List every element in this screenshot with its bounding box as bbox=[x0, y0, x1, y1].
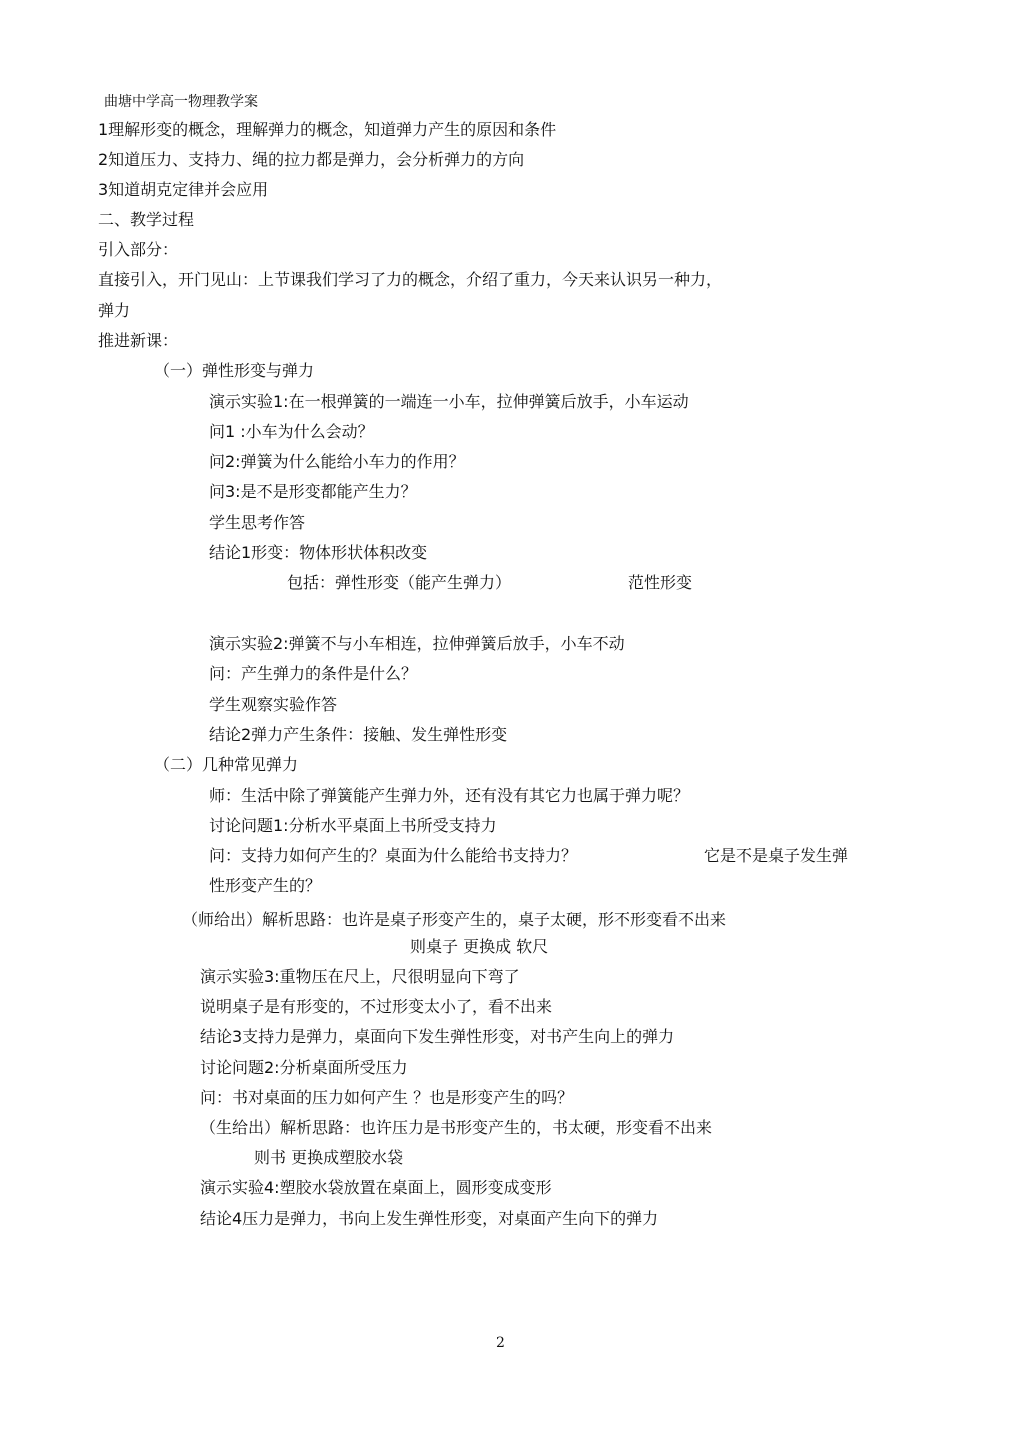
student-observe: 学生观察实验作答 bbox=[209, 695, 338, 714]
includes-plastic: 范性形变 bbox=[628, 573, 693, 592]
experiment-2: 演示实验2:弹簧不与小车相连，拉伸弹簧后放手，小车不动 bbox=[209, 634, 625, 653]
intro-text: 直接引入，开门见山：上节课我们学习了力的概念，介绍了重力，今天来认识另一种力， bbox=[98, 270, 723, 289]
goal-2: 2知道压力、支持力、绳的拉力都是弹力，会分析弹力的方向 bbox=[98, 150, 525, 169]
analysis-2: （生给出）解析思路：也许压力是书形变产生的，书太硬，形变看不出来 bbox=[200, 1118, 713, 1137]
page-number: 2 bbox=[496, 1335, 505, 1351]
question-condition: 问：产生弹力的条件是什么？ bbox=[209, 664, 418, 683]
question-1: 问1 :小车为什么会动？ bbox=[209, 422, 374, 441]
conclusion-2: 结论2弹力产生条件：接触、发生弹性形变 bbox=[209, 725, 508, 744]
student-think: 学生思考作答 bbox=[209, 513, 306, 532]
question-support-part2: 它是不是桌子发生弹 bbox=[704, 846, 849, 865]
analysis-1: （师给出）解析思路：也许是桌子形变产生的，桌子太硬，形不形变看不出来 bbox=[182, 910, 727, 929]
conclusion-4: 结论4压力是弹力，书向上发生弹性形变，对桌面产生向下的弹力 bbox=[200, 1209, 659, 1228]
conclusion-3: 结论3支持力是弹力，桌面向下发生弹性形变，对书产生向上的弹力 bbox=[200, 1027, 675, 1046]
teacher-question: 师：生活中除了弹簧能产生弹力外，还有没有其它力也属于弹力呢？ bbox=[209, 786, 690, 805]
conclusion-1: 结论1形变：物体形状体积改变 bbox=[209, 543, 428, 562]
section-heading: 二、教学过程 bbox=[98, 210, 195, 229]
question-3: 问3:是不是形变都能产生力？ bbox=[209, 482, 417, 501]
experiment-3: 演示实验3:重物压在尺上，尺很明显向下弯了 bbox=[200, 967, 520, 986]
experiment-1: 演示实验1:在一根弹簧的一端连一小车，拉伸弹簧后放手，小车运动 bbox=[209, 392, 689, 411]
goal-3: 3知道胡克定律并会应用 bbox=[98, 180, 269, 199]
part2-title: （二）几种常见弹力 bbox=[154, 755, 299, 774]
includes-elastic: 包括：弹性形变（能产生弹力） bbox=[287, 573, 512, 592]
question-2: 问2:弹簧为什么能给小车力的作用？ bbox=[209, 452, 465, 471]
discussion-1: 讨论问题1:分析水平桌面上书所受支持力 bbox=[209, 816, 497, 835]
replacement-2: 则书 更换成塑胶水袋 bbox=[254, 1148, 404, 1167]
intro-text-continued: 弹力 bbox=[98, 301, 131, 320]
question-pressure: 问：书对桌面的压力如何产生 ？也是形变产生的吗？ bbox=[200, 1088, 574, 1107]
new-lesson-label: 推进新课： bbox=[98, 331, 179, 350]
part1-title: （一）弹性形变与弹力 bbox=[154, 361, 315, 380]
replacement-1: 则桌子 更换成 软尺 bbox=[410, 937, 549, 956]
discussion-2: 讨论问题2:分析桌面所受压力 bbox=[200, 1058, 408, 1077]
goal-1: 1理解形变的概念，理解弹力的概念，知道弹力产生的原因和条件 bbox=[98, 120, 557, 139]
explanation: 说明桌子是有形变的，不过形变太小了，看不出来 bbox=[200, 997, 553, 1016]
question-support-part3: 性形变产生的？ bbox=[209, 876, 322, 895]
document-header: 曲塘中学高一物理教学案 bbox=[104, 94, 258, 110]
intro-label: 引入部分： bbox=[98, 240, 179, 259]
question-support: 问：支持力如何产生的？桌面为什么能给书支持力？ bbox=[209, 846, 578, 865]
experiment-4: 演示实验4:塑胶水袋放置在桌面上，圆形变成变形 bbox=[200, 1178, 552, 1197]
